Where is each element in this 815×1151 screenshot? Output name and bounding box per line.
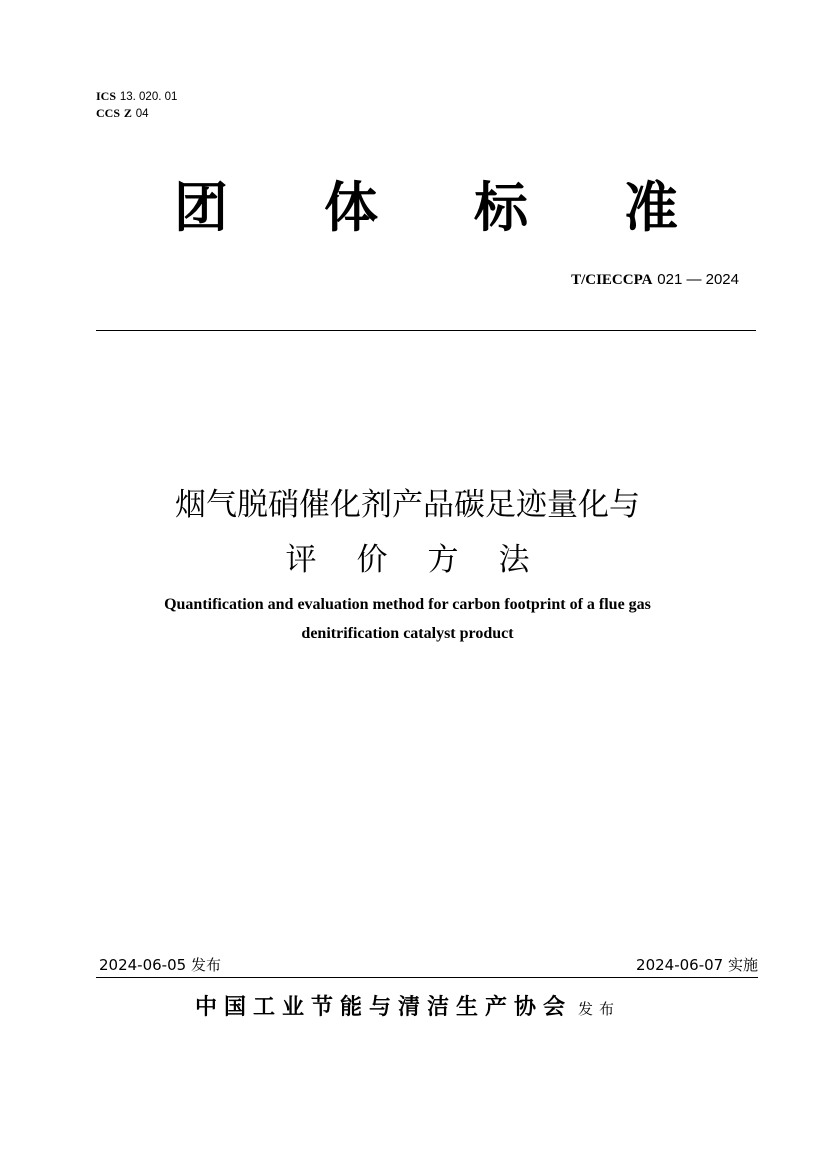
publisher-name: 中国工业节能与清洁生产协会	[194, 994, 572, 1020]
doc-type-char: 团	[174, 175, 228, 239]
standard-code: 021 — 2024	[657, 271, 739, 288]
standard-number	[571, 270, 739, 289]
top-divider	[96, 330, 756, 331]
ccs-code	[96, 105, 177, 122]
chinese-title-line-2	[0, 538, 815, 582]
chinese-title-line-1: 烟气脱硝催化剂产品碳足迹量化与	[175, 487, 640, 523]
publisher	[0, 990, 815, 1021]
english-title-line-1: Quantification and evaluation method for carbon footprint of a flue gas	[164, 596, 651, 613]
publisher-suffix: 发布	[578, 1000, 621, 1018]
implementation-date: 2024-06-07 实施	[636, 956, 758, 974]
ics-code	[96, 88, 177, 105]
title-char: 方	[427, 542, 459, 578]
ics-value: 13. 020. 01	[119, 91, 178, 103]
ccs-label: CCS	[96, 106, 121, 120]
bottom-divider	[96, 977, 758, 978]
classification-codes	[96, 88, 177, 122]
title-char: 法	[498, 542, 530, 578]
doc-type-char: 标	[474, 175, 528, 239]
english-title	[0, 590, 815, 648]
title-char: 价	[356, 542, 388, 578]
ics-label: ICS	[96, 89, 117, 103]
english-title-line-2: denitrification catalyst product	[301, 625, 514, 642]
ccs-value: 04	[135, 108, 149, 120]
title-char: 评	[285, 542, 317, 578]
issue-date: 2024-06-05 发布	[99, 956, 221, 974]
document-type-heading	[96, 168, 756, 238]
ccs-value-bold: Z	[123, 106, 132, 120]
doc-type-char: 体	[324, 175, 378, 239]
standard-prefix: T/CIECCPA	[571, 272, 653, 288]
doc-type-char: 准	[624, 175, 678, 239]
